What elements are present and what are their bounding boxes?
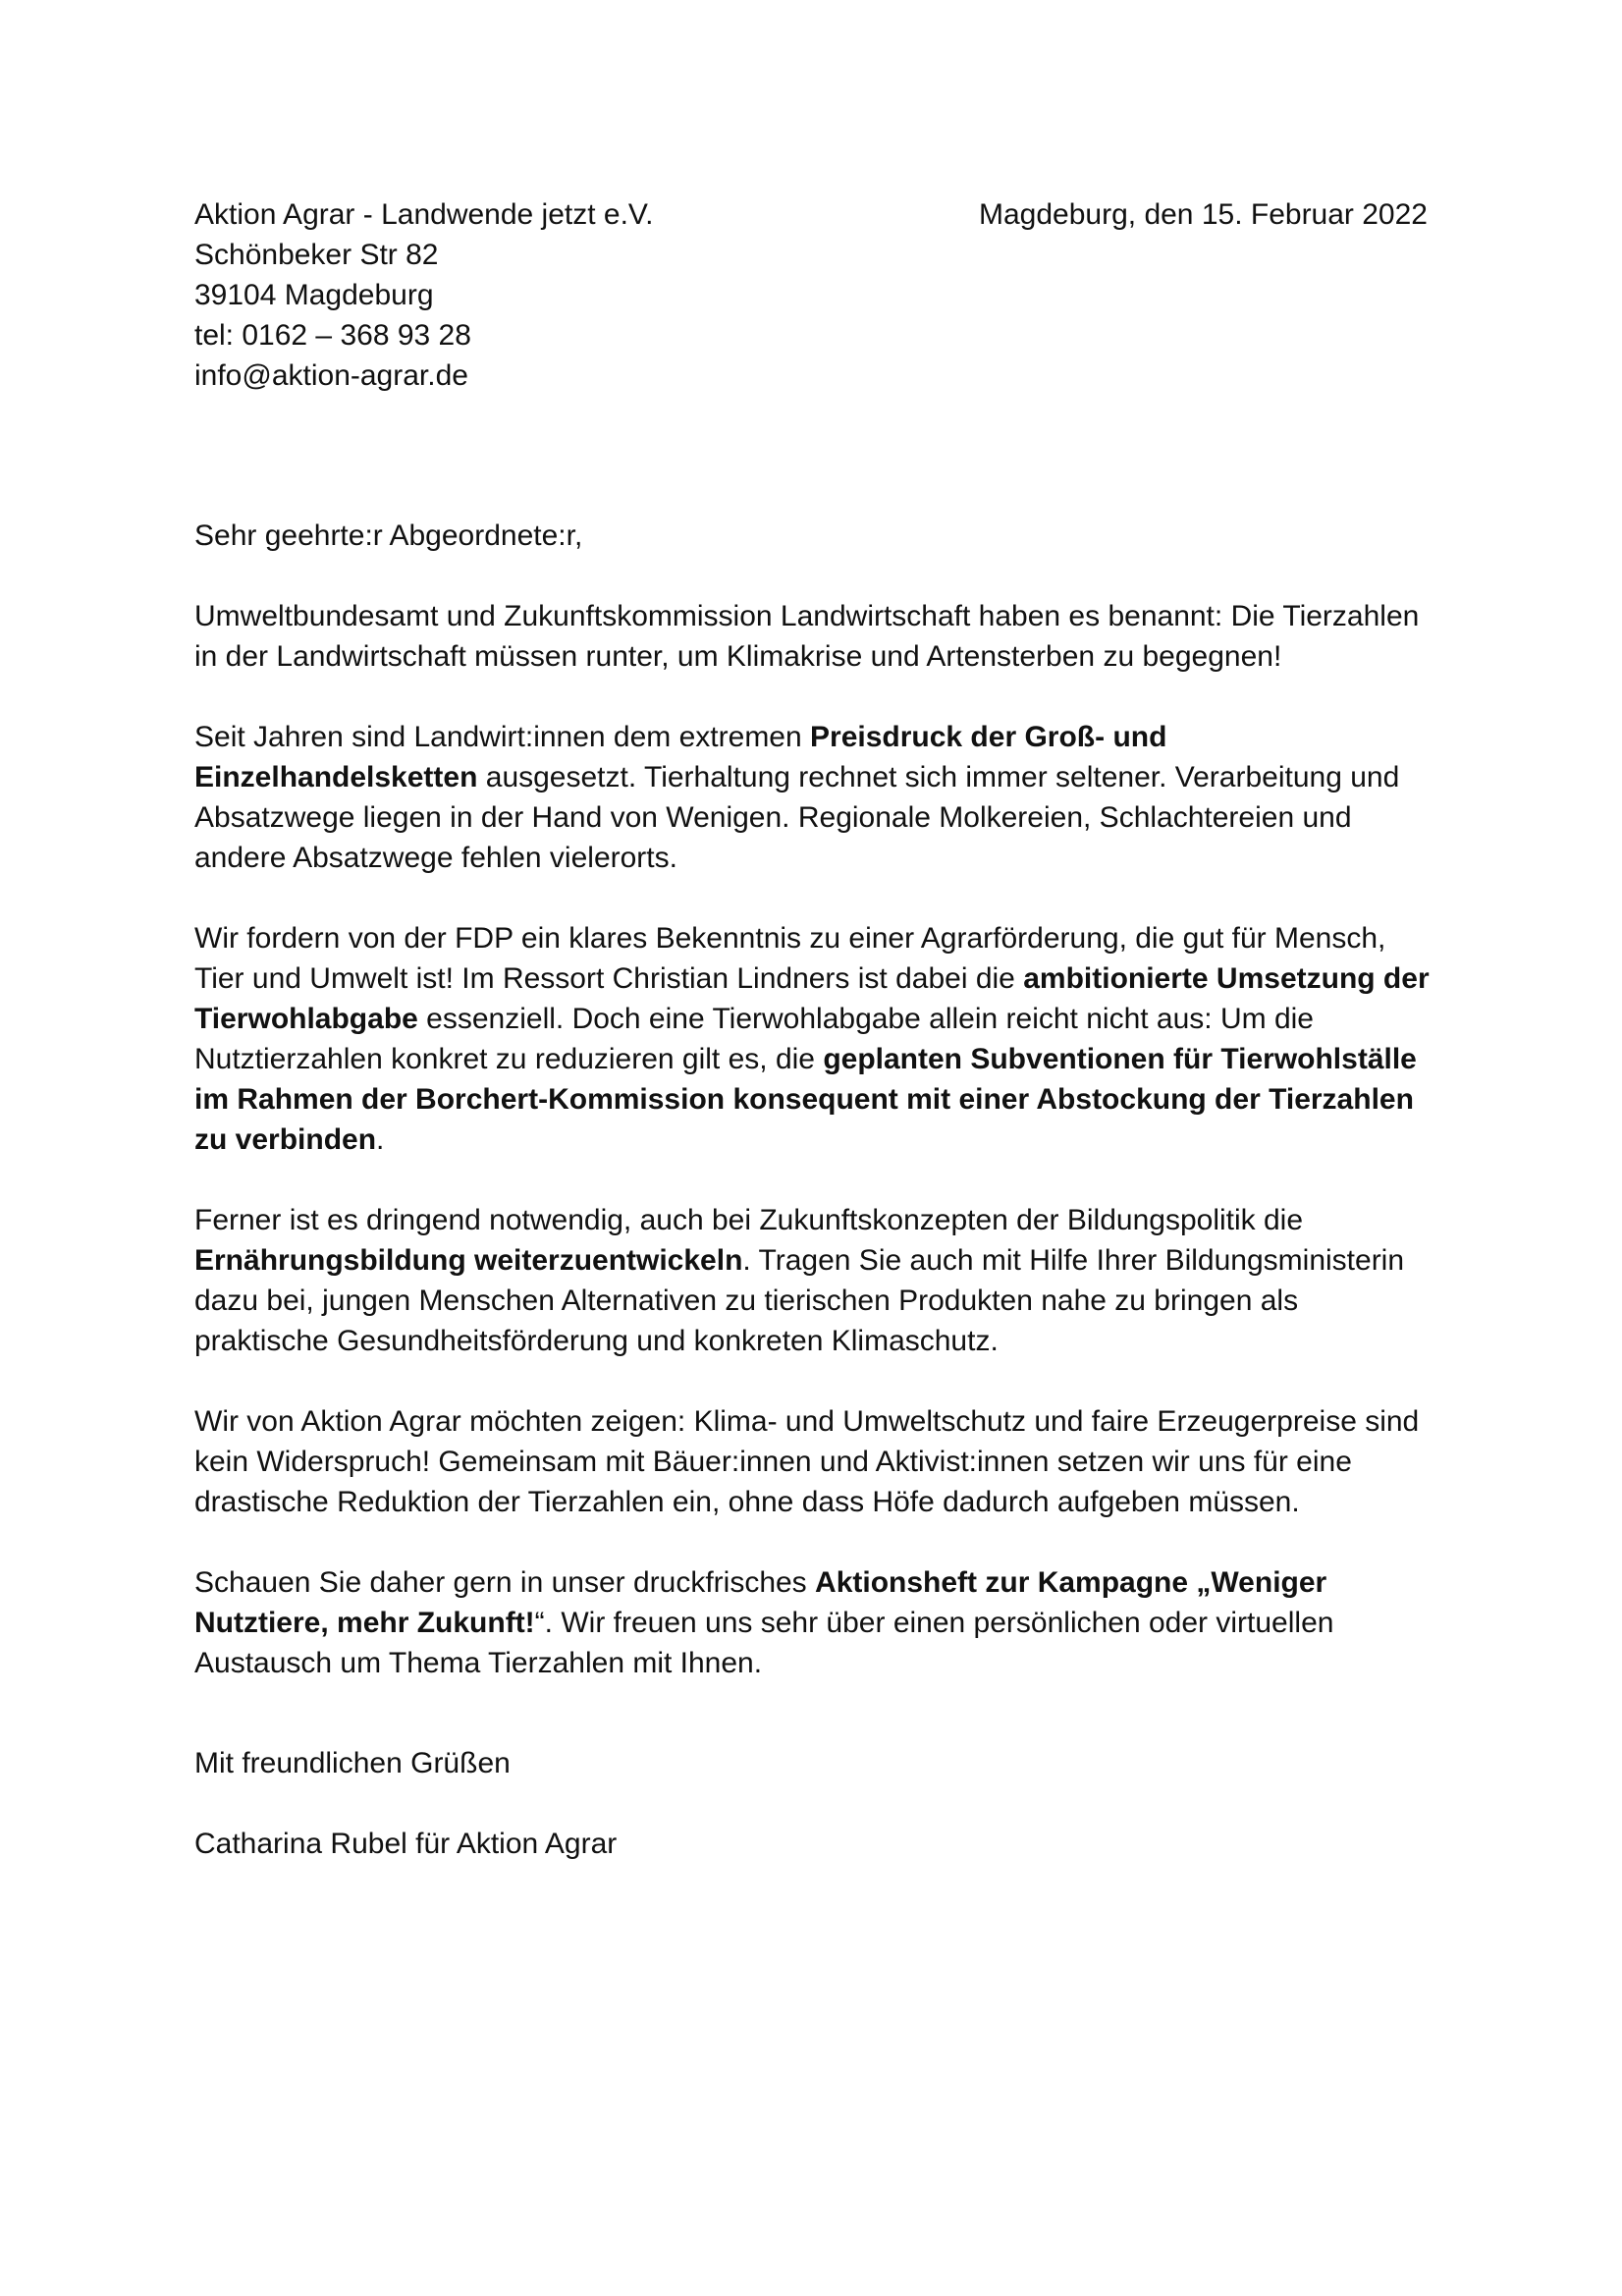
paragraph-4: [194, 1200, 1432, 1361]
signature: Catharina Rubel für Aktion Agrar: [194, 1828, 618, 1860]
paragraph-4-text-b: . Tragen Sie auch mit Hilfe Ihrer Bildungsministerin dazu bei, jungen Menschen Alternativen zu tierischen Produkten nahe zu bringen als praktische Gesundheitsförderung und konkreten Klimaschutz.: [194, 1244, 1405, 1357]
paragraph-3-bold-a: ambitionierte Umsetzung der Tierwohlabgabe: [194, 962, 1430, 1035]
paragraph-5: Wir von Aktion Agrar möchten zeigen: Klima- und Umweltschutz und faire Erzeugerpreise sind kein Widerspruch! Gemeinsam mit Bäuer:innen und Aktivist:innen setzen wir uns für eine drastische Reduktion der Tierzahlen ein, ohne dass Höfe dadurch aufgeben müssen.: [194, 1405, 1420, 1518]
sender-phone: tel: 0162 – 368 93 28: [194, 319, 471, 352]
paragraph-1: Umweltbundesamt und Zukunftskommission Landwirtschaft haben es benannt: Die Tierzahlen in der Landwirtschaft müssen runter, um Klimakrise und Artensterben zu begegnen!: [194, 600, 1420, 673]
letter-body: [194, 516, 1432, 1904]
paragraph-6-text-a: Schauen Sie daher gern in unser druckfrisches: [194, 1566, 816, 1599]
paragraph-3-bold-b: geplanten Subventionen für Tierwohlställe im Rahmen der Borchert-Kommission konsequent mit einer Abstockung der Tierzahlen zu verbinden: [194, 1043, 1417, 1156]
paragraph-2: [194, 717, 1432, 878]
paragraph-3-text-a: Wir fordern von der FDP ein klares Bekenntnis zu einer Agrarförderung, die gut für Mensch, Tier und Umwelt ist! Im Ressort Christian Lindners ist dabei die: [194, 922, 1386, 995]
sender-address-block: [194, 194, 941, 396]
paragraph-3-text-c: .: [376, 1123, 385, 1156]
paragraph-6: [194, 1562, 1432, 1683]
sender-street: Schönbeker Str 82: [194, 239, 439, 271]
paragraph-2-text-b: ausgesetzt. Tierhaltung rechnet sich immer seltener. Verarbeitung und Absatzwege liegen in der Hand von Wenigen. Regionale Molkereien, Schlachtereien und andere Absatzwege fehlen vielerorts.: [194, 761, 1400, 874]
paragraph-6-bold-a: Aktionsheft zur Kampagne „Weniger Nutztiere, mehr Zukunft!: [194, 1566, 1327, 1639]
closing-block: [194, 1743, 1432, 1864]
paragraph-6-text-b: “. Wir freuen uns sehr über einen persönlichen oder virtuellen Austausch um Thema Tierzahlen mit Ihnen.: [194, 1607, 1334, 1679]
paragraph-3: [194, 918, 1432, 1160]
sender-city: 39104 Magdeburg: [194, 279, 434, 311]
date-line: Magdeburg, den 15. Februar 2022: [979, 198, 1428, 231]
sender-email: info@aktion-agrar.de: [194, 359, 468, 392]
paragraph-2-bold-a: Preisdruck der Groß- und Einzelhandelsketten: [194, 721, 1167, 793]
closing-greeting: Mit freundlichen Grüßen: [194, 1747, 511, 1779]
paragraph-4-text-a: Ferner ist es dringend notwendig, auch bei Zukunftskonzepten der Bildungspolitik die: [194, 1204, 1304, 1236]
sender-org: Aktion Agrar - Landwende jetzt e.V.: [194, 198, 654, 231]
paragraph-2-text-a: Seit Jahren sind Landwirt:innen dem extremen: [194, 721, 811, 753]
paragraph-4-bold-a: Ernährungsbildung weiterzuentwickeln: [194, 1244, 743, 1277]
paragraph-3-text-b: essenziell. Doch eine Tierwohlabgabe allein reicht nicht aus: Um die Nutztierzahlen konkret zu reduzieren gilt es, die: [194, 1003, 1314, 1075]
salutation: Sehr geehrte:r Abgeordnete:r,: [194, 519, 583, 552]
